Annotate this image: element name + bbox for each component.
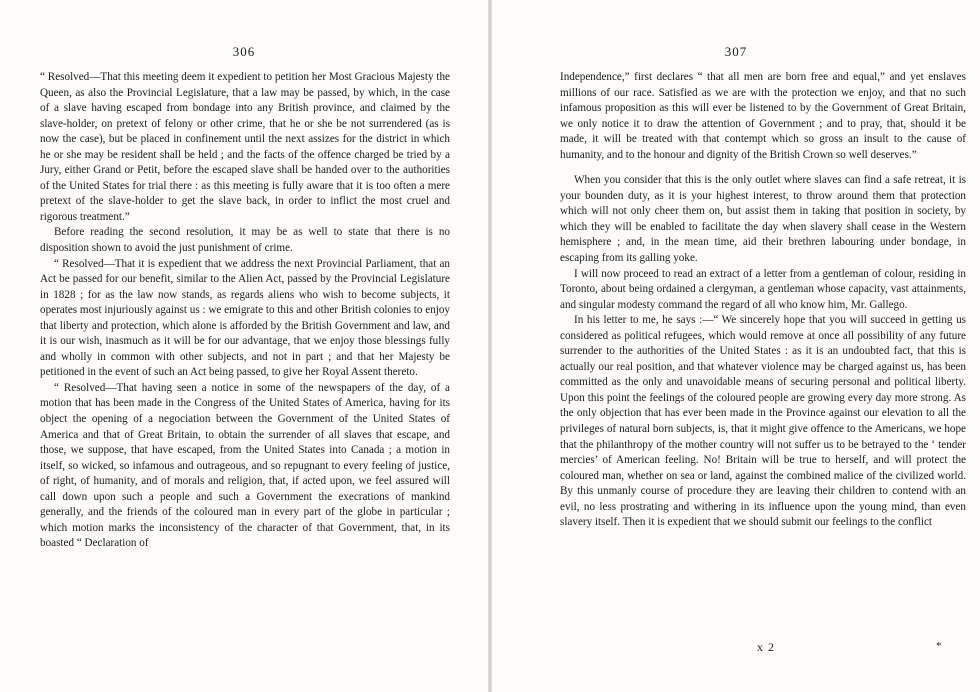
second-resolution-note: Before reading the second resolution, it may be as well to state that there is no disposition shown to avoid the just punishment of crime. (40, 226, 450, 255)
page-number-left: 306 (232, 44, 256, 59)
resolution-three-continued: Independence,” first declares “ that all men are born free and equal,” and yet enslaves millions of our race. Satisfied as we are with the protection we enjoy, and that no such infamous proposition as this will ever be listened to by the Government of Great Britain, we only notice it to draw the attention of Government ; and to pray, that, should it be made, it will be treated with that contempt which so gross an insult to the cause of humanity, and to the honour and dignity of the British Crown so well deserves.” (560, 71, 966, 161)
signature-mark: x 2 (757, 640, 775, 654)
left-page (0, 0, 488, 692)
gallego-letter: In his letter to me, he says :—“ We sincerely hope that you will succeed in getting us considered as political refugees, which would remove at once all possibility of any future surrender to the authorities of the United States : as it is an undoubted fact, that this is actually our real position, and that whatever violence may be charged against us, has been committed as the only and unavoidable means of securing personal and political liberty. Upon this point the feelings of the coloured people are growing every day more strong. As the only objection that has ever been made in the Province against our elevation to all the privileges of natural born subjects, is, that it might give offence to the Americans, we hope that the philanthropy of the mother country will not suffer us to be betrayed to the ‘ tender mercies’ of American feeling. No! Britain will be true to herself, and will protect the coloured man, whether on sea or land, against the combined malice of the civilized world. By this unmanly course of procedure they are leaving their children to contend with an evil, no less prostrating and withering in its influence upon the young mind, than even slavery itself. Then it is expedient that we should submit our feelings to the conflict (560, 314, 966, 529)
page-number-right: 307 (724, 44, 748, 59)
resolution-one: “ Resolved—That this meeting deem it expedient to petition her Most Gracious Majesty the Queen, as also the Provincial Legislature, that a law may be passed, by which, in the case of a slave having escaped from bondage into any British province, and claimed by the slave-holder, on pretext of felony or other crime, that he or she be not surrendered (as is now the case), but be placed in confinement until the next assizes for the district in which he or she may be resident shall be held ; and the facts of the offence charged be tried by a Jury, either Grand or Petit, before the escaped slave shall be handed over to the authorities of the United States for trial there : as this meeting is fully aware that it is too often a mere pretext of the slave-holder to get the slave back, in order to inflict the most cruel and rigorous treatment.” (40, 71, 450, 223)
left-page-body (40, 70, 450, 552)
right-page (492, 0, 980, 692)
right-page-body (560, 70, 966, 531)
outlet-paragraph: When you consider that this is the only outlet where slaves can find a safe retreat, it is your bounden duty, as it is your highest interest, to throw around them that protection which will not only cheer them on, but assist them in taking that position in society, by which they will be enabled to facilitate the day when slavery shall cease in the Western hemisphere ; and, in the mean time, aid their brethren labouring under bondage, in escaping from its galling yoke. (560, 174, 966, 265)
resolution-three: “ Resolved—That having seen a notice in some of the newspapers of the day, of a motion that has been made in the Congress of the United States of America, having for its object the opening of a negociation between the Government of the United States of America and that of Great Britain, to obtain the surrender of all slaves that escape, and those, we suppose, that have escaped, from the United States into Canada ; a motion in itself, so wicked, so infamous and outrageous, and so repugnant to every feeling of justice, of right, of humanity, and of morals and religion, that, if acted upon, we feel assured will call down upon such a people and such a Government the execrations of mankind generally, and the friends of the coloured man in every part of the globe in particular ; which motion marks the inconsistency of the character of that Government, that, in its boasted “ Declaration of (40, 381, 450, 550)
corner-mark: * (936, 640, 943, 652)
resolution-two: “ Resolved—That it is expedient that we address the next Provincial Parliament, that an Act be passed for our benefit, similar to the Alien Act, passed by the Provincial Legislature in 1828 ; for as the law now stands, as regards aliens who wish to become subjects, it operates most injuriously against us : we emigrate to this and other British colonies to enjoy that liberty and protection, which alone is afforded by the British Government and law, and it is our wish, inasmuch as it will be for our advantage, that we enjoy those blessings fully and wholly in common with other subjects, and not in part ; and that her Majesty be petitioned in the event of such an Act being passed, to give her Royal Assent thereto. (40, 257, 450, 379)
gallego-introduction: I will now proceed to read an extract of a letter from a gentleman of colour, residing in Toronto, about being ordained a clergyman, a gentleman whose capacity, vast attainments, and singular modesty command the regard of all who know him, Mr. Gallego. (560, 267, 966, 311)
